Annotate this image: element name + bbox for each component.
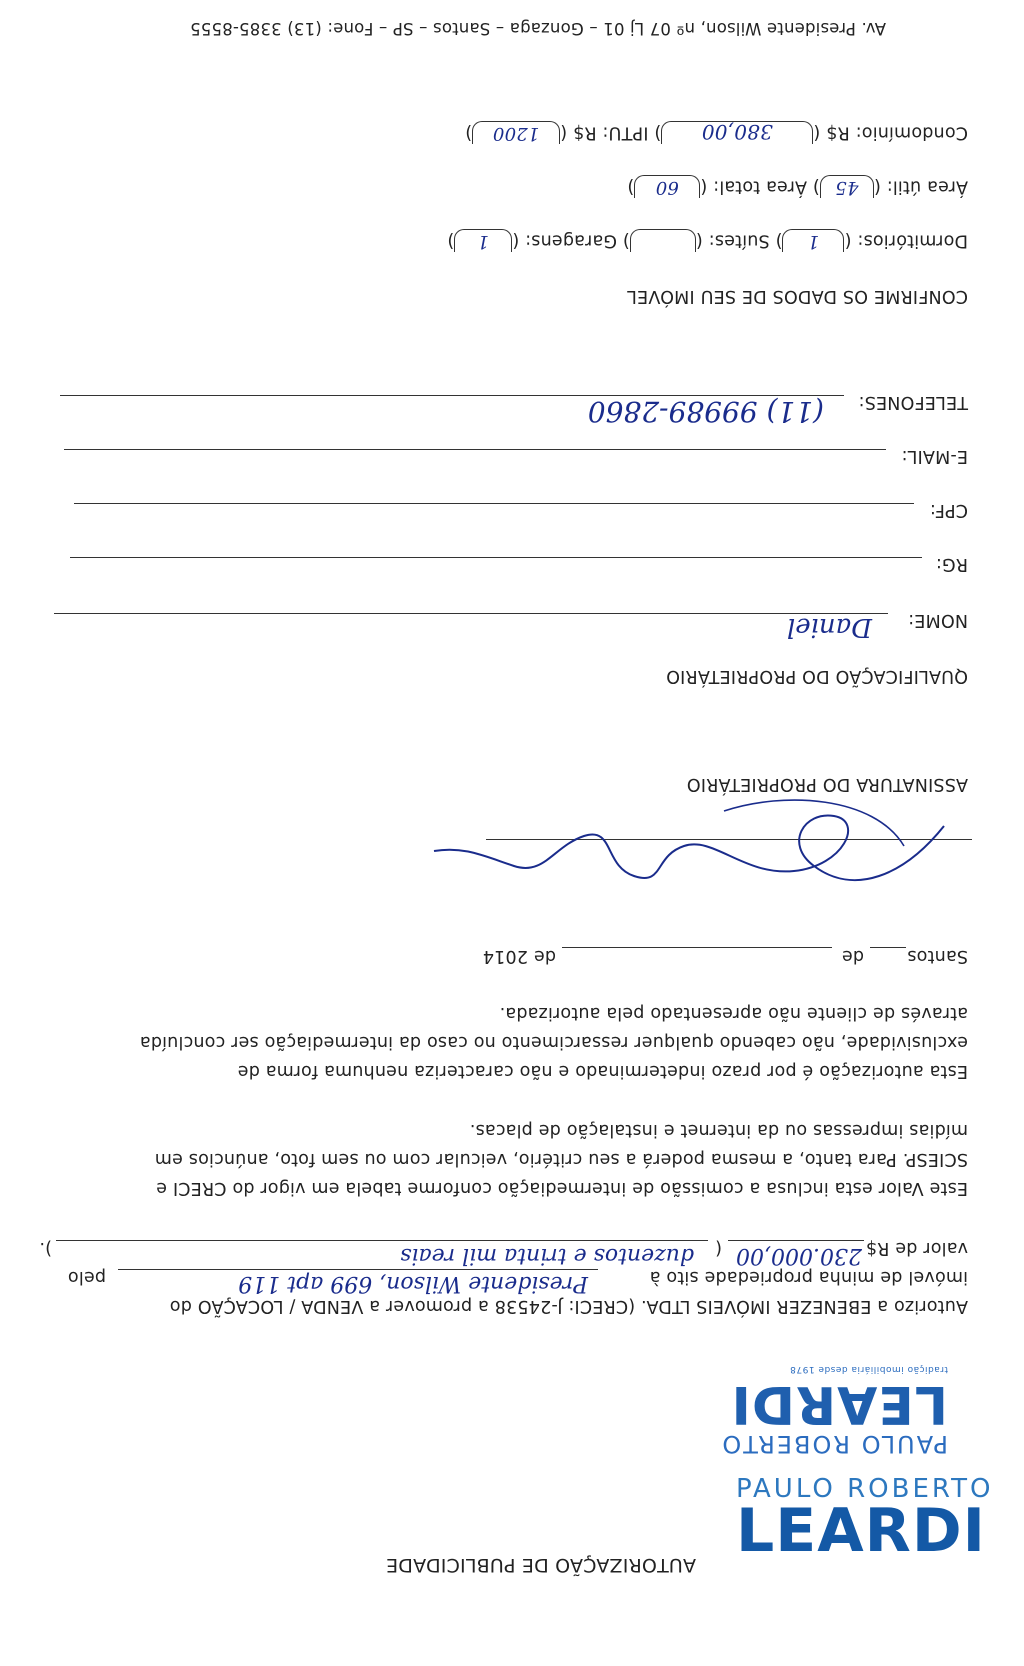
handwritten-telefone: (11) 99989-2860	[587, 395, 824, 428]
area-total-box: 60	[634, 175, 700, 198]
p1-line-c: valor de R$	[865, 1238, 968, 1258]
handwritten-address: Presidente Wilson, 699 apt 119	[238, 1271, 588, 1296]
date-day-line	[870, 947, 906, 948]
p2-line-c: mídias impressas ou da internet e instalação de placas.	[469, 1120, 968, 1140]
property-heading: CONFIRME OS DADOS DE SEU IMÓVEL	[626, 286, 968, 306]
paren-open: (	[714, 1238, 722, 1258]
p1-line-b-end: pelo	[67, 1267, 106, 1287]
p3-line-c: através de cliente não apresentado pela autorizada.	[499, 1003, 968, 1023]
telefones-label: TELEFONES:	[858, 392, 968, 412]
dormitorios-row: Dormitórios: (1) Suítes: () Garagens: (1)	[447, 230, 968, 252]
condominio-box: 380,00	[661, 121, 813, 144]
footer-address: Av. Presidente Wilson, nº 07 Lj 01 – Gonzaga – Santos – SP – Fone: (13) 3385-8555	[189, 19, 886, 38]
garagens-label: Garagens:	[524, 230, 617, 251]
condominio-label: Condomínio: R$	[826, 122, 968, 143]
p2-line-b: SCIESP. Para tanto, a mesma poderá a seu critério, veicular com ou sem foto, anúncios em	[154, 1149, 968, 1169]
signature-label: ASSINATURA DO PROPRIETÁRIO	[686, 774, 968, 794]
p2-line-a: Este Valor esta inclusa a comissão de intermediação conforme tabela em vigor do CRECI e	[155, 1178, 968, 1198]
handwritten-nome: Daniel	[786, 612, 872, 642]
area-util-box: 45	[820, 175, 874, 198]
date-month-line	[562, 947, 832, 948]
owner-signature	[424, 786, 964, 906]
nome-label: NOME:	[908, 610, 968, 630]
cpf-label: CPF:	[929, 500, 968, 520]
iptu-box: 1200	[472, 121, 560, 144]
logo-line1: PAULO ROBERTO	[720, 1430, 948, 1458]
logo-tagline: tradição imobiliária desde 1978	[789, 1364, 948, 1374]
cpf-line	[74, 503, 914, 504]
company-logo	[720, 1364, 948, 1458]
area-util-label: Área útil:	[886, 176, 968, 197]
price-words-line	[56, 1240, 708, 1241]
logo-line2: LEARDI	[730, 1374, 948, 1434]
suites-box	[630, 229, 696, 252]
date-city: Santos	[907, 946, 968, 966]
p3-line-b: exclusividade, não cabendo qualquer ressarcimento no caso da intermediação ser concluída	[139, 1032, 968, 1052]
garagens-box: 1	[454, 229, 512, 252]
area-row: Área útil: (45) Área total: (60)	[627, 176, 968, 198]
area-total-label: Área total:	[713, 176, 807, 197]
p3-line-a: Esta autorização é por prazo indeterminado e não caracteriza nenhuma forma de	[237, 1061, 968, 1081]
nome-line	[54, 613, 888, 614]
rg-line	[70, 557, 922, 558]
address-line	[118, 1269, 598, 1270]
p1-line-a: Autorizo a EBENEZER IMÓVEIS LTDA. (CRECI: J-24538 a promover a VENDA / LOCAÇÃO do	[169, 1296, 968, 1316]
p1-line-b: imóvel de minha propriedade sito à	[649, 1267, 968, 1287]
handwritten-price: 230.000,00	[736, 1243, 862, 1268]
email-line	[64, 449, 886, 450]
watermark-line1: PAULO ROBERTO	[736, 1474, 994, 1504]
valores-row: Condomínio: R$ (380,00) IPTU: R$ (1200)	[465, 120, 968, 144]
owner-heading: QUALIFICAÇÃO DO PROPRIETÁRIO	[665, 666, 968, 686]
document-title: AUTORIZAÇÃO DE PUBLICIDADE	[385, 1554, 696, 1576]
dormitorios-label: Dormitórios:	[857, 230, 968, 251]
date-de: de	[841, 946, 864, 966]
rg-label: RG:	[935, 554, 968, 574]
watermark-logo	[736, 1474, 994, 1566]
paren-close: ).	[39, 1238, 52, 1258]
price-line	[728, 1240, 864, 1241]
handwritten-price-words: duzentos e trinta mil reais	[400, 1243, 694, 1268]
suites-label: Suítes:	[708, 230, 770, 251]
email-label: E-MAIL:	[901, 446, 968, 466]
dormitorios-box: 1	[782, 229, 844, 252]
date-year: de 2014	[482, 946, 556, 966]
iptu-label: IPTU: R$	[572, 122, 649, 143]
watermark-line2: LEARDI	[736, 1496, 986, 1566]
